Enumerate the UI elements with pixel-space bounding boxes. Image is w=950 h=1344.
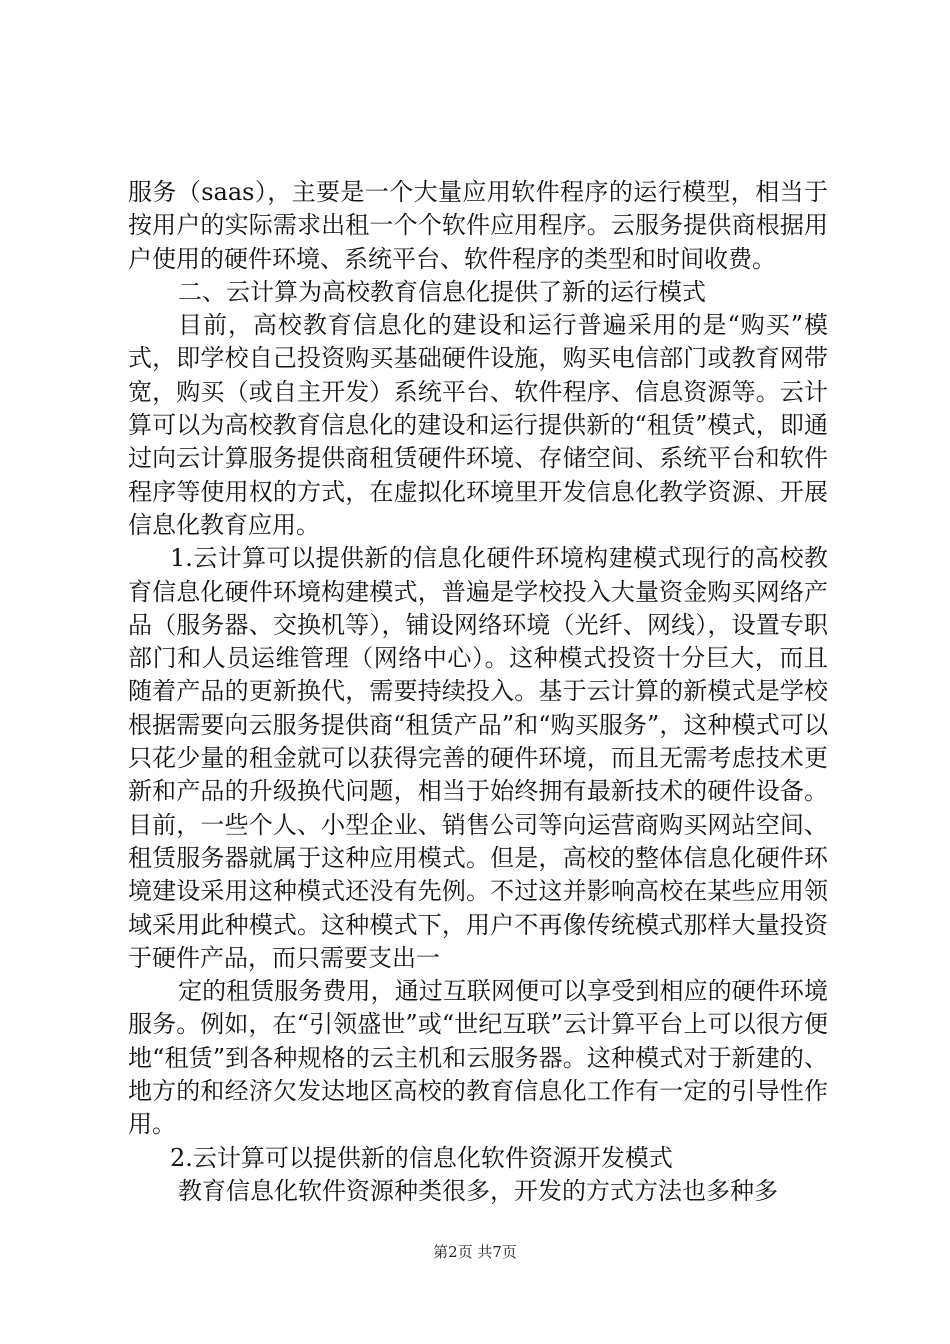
paragraph-software-resources: 教育信息化软件资源种类很多，开发的方式方法也多种多 <box>178 1176 778 1205</box>
page-number-footer: 第2页 共7页 <box>433 1243 517 1261</box>
paragraph-current-model: 目前，高校教育信息化的建设和运行普遍采用的是“购买”模式，即学校自己投资购买基础硬件设施，购买电信部门或教育网带宽，购买（或自主开发）系统平台、软件程序、信息资源等。云计算可以为高校教育信息化的建设和运行提供新的“租赁”模式，即通过向云计算服务提供商租赁硬件环境、存储空间、系统平台和软件程序等使用权的方式，在虚拟化环境里开发信息化教学资源、开展信息化教育应用。 <box>128 311 828 539</box>
paragraph-hardware-model: 1.云计算可以提供新的信息化硬件环境构建模式现行的高校教育信息化硬件环境构建模式，普遍是学校投入大量资金购买网络产品（服务器、交换机等），铺设网络环境（光纤、网线），设置专职部门和人员运维管理（网络中心）。这种模式投资十分巨大，而且随着产品的更新换代，需要持续投入。基于云计算的新模式是学校根据需要向云服务提供商“租赁产品”和“购买服务”，这种模式可以只花少量的租金就可以获得完善的硬件环境，而且无需考虑技术更新和产品的升级换代问题，相当于始终拥有最新技术的硬件设备。目前，一些个人、小型企业、销售公司等向运营商购买网站空间、租赁服务器就属于这种应用模式。但是，高校的整体信息化硬件环境建设采用这种模式还没有先例。不过这并影响高校在某些应用领域采用此种模式。这种模式下，用户不再像传统模式那样大量投资于硬件产品，而只需要支出一 <box>128 544 828 972</box>
subheading-software-model: 2.云计算可以提供新的信息化软件资源开发模式 <box>170 1143 673 1172</box>
paragraph-saas-definition: 服务（saas），主要是一个大量应用软件程序的运行模型，相当于按用户的实际需求出租一个个软件应用程序。云服务提供商根据用户使用的硬件环境、系统平台、软件程序的类型和时间收费。 <box>128 178 828 273</box>
paragraph-hardware-rental: 定的租赁服务费用，通过互联网便可以享受到相应的硬件环境服务。例如，在“引领盛世”或“世纪互联”云计算平台上可以很方便地“租赁”到各种规格的云主机和云服务器。这种模式对于新建的、地方的和经济欠发达地区高校的教育信息化工作有一定的引导性作用。 <box>128 977 828 1139</box>
section-heading-2: 二、云计算为高校教育信息化提供了新的运行模式 <box>178 277 706 306</box>
document-body <box>128 176 828 1208</box>
